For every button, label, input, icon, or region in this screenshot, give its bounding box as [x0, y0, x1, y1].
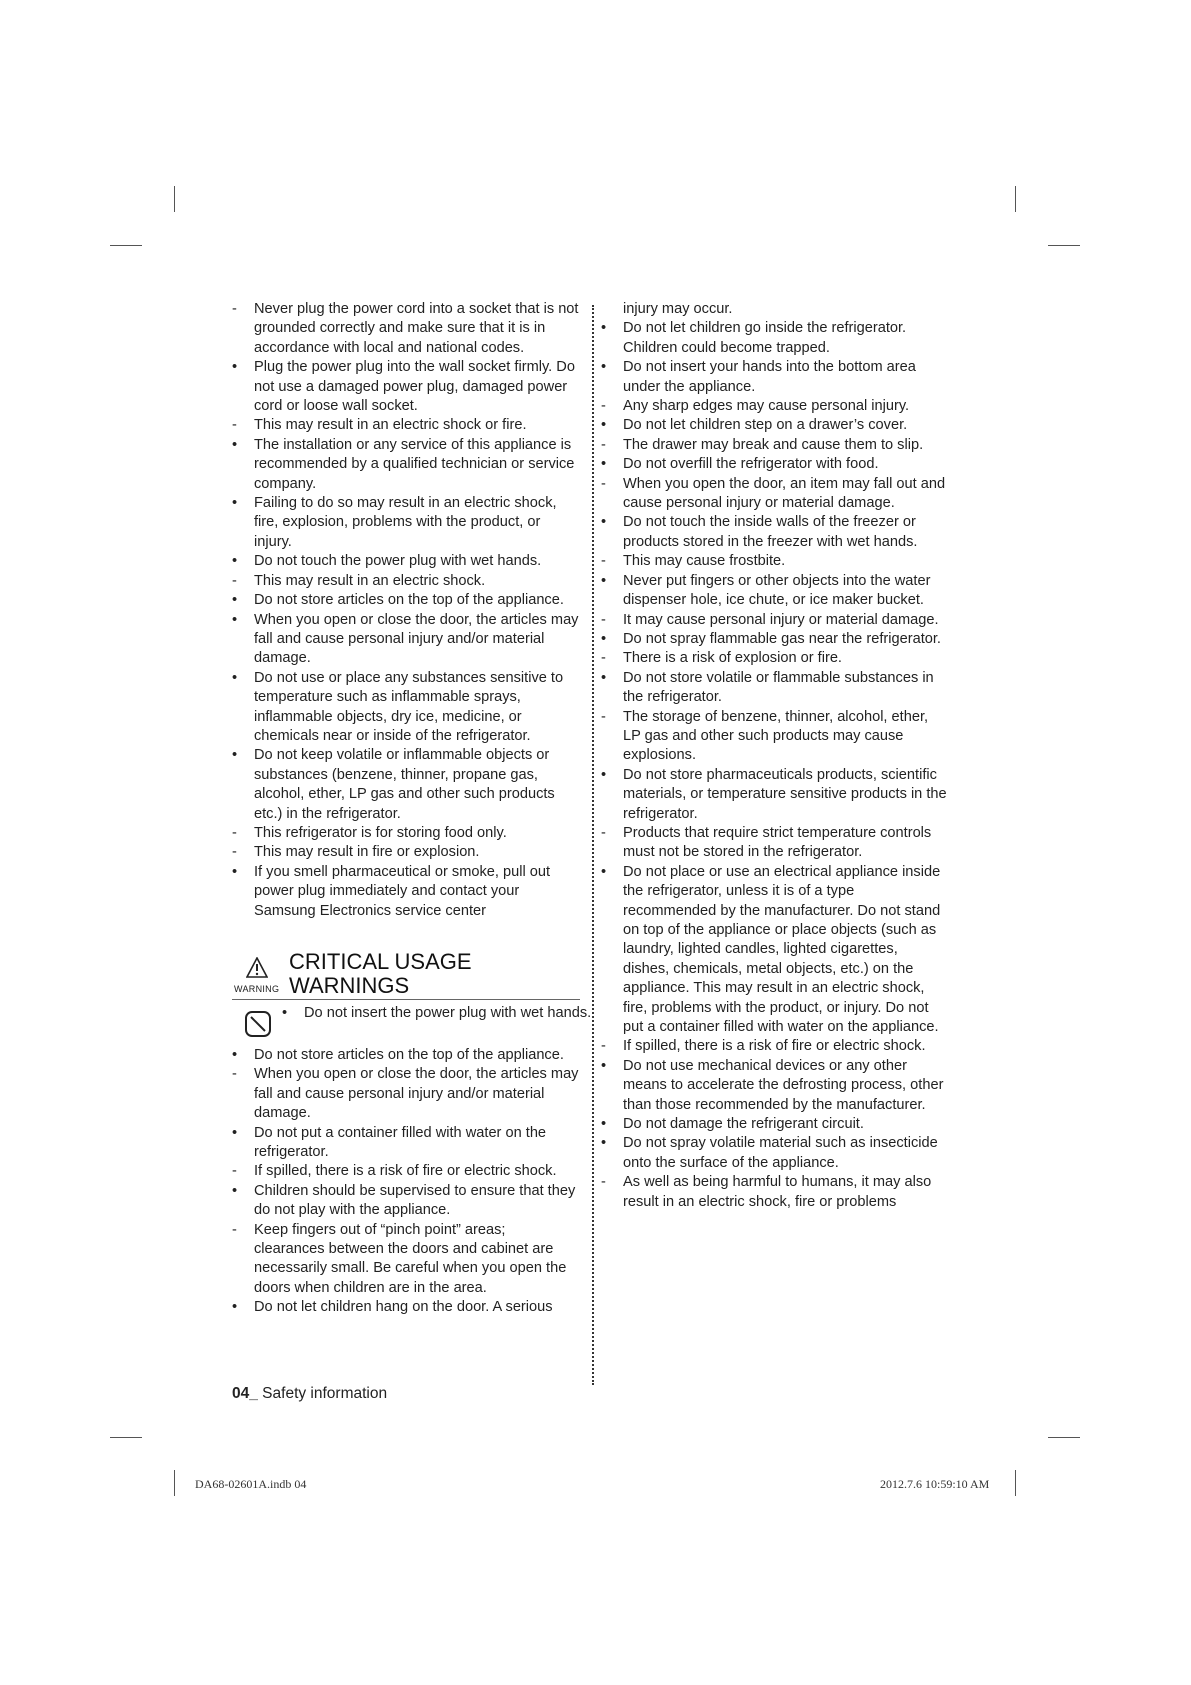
warning-label: WARNING	[234, 984, 280, 994]
bullet-marker: -	[601, 553, 606, 570]
list-item-text: Plug the power plug into the wall socket firmly. Do not use a damaged power plug, damaged power cord or loose wall socket.	[254, 359, 575, 415]
list-item-text: Do not use mechanical devices or any other means to accelerate the defrosting process, other than those recommended by the manufacturer.	[623, 1057, 944, 1113]
list-item	[601, 572, 947, 611]
bullet-marker: •	[601, 630, 607, 647]
list-item-text: Do not spray volatile material such as insecticide onto the surface of the appliance.	[623, 1135, 938, 1171]
left-list-after	[232, 1046, 580, 1318]
list-item	[601, 1134, 947, 1173]
list-item-text: Do not let children step on a drawer’s cover.	[623, 417, 908, 434]
bullet-marker: •	[601, 1057, 607, 1074]
bullet-marker: •	[232, 495, 238, 512]
crop-mark	[1048, 1437, 1080, 1438]
bullet-marker: •	[601, 359, 607, 376]
crop-mark	[110, 1437, 142, 1438]
section-title-line1: CRITICAL USAGE	[289, 949, 472, 974]
bullet-marker: •	[232, 669, 238, 686]
list-item	[232, 1182, 580, 1221]
list-item	[601, 669, 947, 708]
bullet-marker: -	[601, 436, 606, 453]
list-item	[232, 824, 580, 843]
list-item	[601, 300, 947, 319]
list-item	[232, 863, 580, 921]
bullet-marker: -	[232, 1066, 237, 1083]
list-item-text: Never put fingers or other objects into the water dispenser hole, ice chute, or ice maker bucket.	[623, 572, 931, 609]
page-footer	[232, 1385, 387, 1403]
list-item-text: Do not insert your hands into the bottom area under the appliance.	[623, 359, 916, 395]
list-item-text: injury may occur.	[623, 301, 733, 317]
list-item	[232, 746, 580, 824]
list-item	[232, 1046, 580, 1065]
list-item-text: Failing to do so may result in an electric shock, fire, explosion, problems with the product, or injury.	[254, 495, 557, 550]
list-item	[601, 824, 947, 863]
bullet-marker: •	[232, 436, 238, 453]
crop-mark	[1015, 1470, 1016, 1496]
list-item	[232, 1162, 580, 1181]
list-item-text: Do not spray flammable gas near the refrigerator.	[623, 630, 941, 647]
bullet-marker: •	[601, 320, 607, 337]
list-item-text: This may result in fire or explosion.	[254, 844, 480, 861]
list-item-text: Any sharp edges may cause personal injury.	[623, 398, 910, 415]
list-item-text: As well as being harmful to humans, it may also result in an electric shock, fire or problems	[623, 1174, 932, 1210]
list-item-text: Do not touch the power plug with wet hands.	[254, 553, 542, 570]
list-item-text: Do not store volatile or flammable substances in the refrigerator.	[623, 669, 934, 706]
list-item	[232, 416, 580, 435]
list-item-text: Do not store articles on the top of the appliance.	[254, 1047, 564, 1063]
bullet-marker: •	[232, 863, 238, 880]
bullet-marker: -	[232, 1163, 237, 1180]
list-item-text: Do not touch the inside walls of the freezer or products stored in the freezer with wet hands.	[623, 514, 918, 550]
bullet-marker: •	[232, 611, 238, 628]
list-item	[601, 475, 947, 514]
list-item	[601, 1037, 947, 1056]
list-item	[601, 397, 947, 416]
print-file-name: DA68-02601A.indb 04	[195, 1477, 307, 1491]
list-item	[232, 494, 580, 552]
section-title	[289, 950, 472, 998]
list-item	[232, 1065, 580, 1123]
list-item	[601, 1057, 947, 1115]
list-item	[232, 300, 580, 358]
bullet-marker: •	[601, 766, 607, 783]
bullet-marker: •	[601, 572, 607, 589]
prohibited-item	[232, 1004, 592, 1046]
list-item	[282, 1004, 602, 1023]
bullet-marker: -	[232, 824, 237, 841]
bullet-marker: •	[601, 863, 607, 880]
list-item-text: There is a risk of explosion or fire.	[623, 650, 842, 667]
right-column	[601, 300, 947, 1212]
bullet-marker: •	[232, 592, 238, 609]
section-title-line2: WARNINGS	[289, 973, 410, 998]
list-item	[232, 358, 580, 416]
prohibited-icon	[244, 1010, 272, 1038]
critical-warnings-header	[232, 947, 580, 1000]
list-item	[601, 1173, 947, 1212]
bullet-marker: •	[282, 1005, 288, 1021]
bullet-marker: •	[232, 553, 238, 570]
list-item	[232, 611, 580, 669]
bullet-marker: -	[601, 708, 606, 725]
right-list	[601, 300, 947, 1212]
list-item-text: The installation or any service of this appliance is recommended by a qualified technician or service company.	[254, 436, 575, 492]
list-item	[232, 1124, 580, 1163]
list-item	[601, 358, 947, 397]
crop-mark	[1015, 186, 1016, 212]
list-item	[601, 416, 947, 435]
list-item-text: The drawer may break and cause them to slip.	[623, 436, 924, 453]
list-item	[232, 572, 580, 591]
list-item-text: Do not use or place any substances sensitive to temperature such as inflammable sprays, inflammable objects, dry ice, medicine, or chemicals near or inside of the refrigerator.	[254, 669, 564, 744]
page-number: 04_	[232, 1385, 258, 1402]
list-item	[232, 552, 580, 571]
crop-mark	[1048, 245, 1080, 246]
bullet-marker: •	[601, 456, 607, 473]
list-item-text: When you open or close the door, the articles may fall and cause personal injury and/or material damage.	[254, 611, 579, 667]
list-item	[601, 630, 947, 649]
list-item	[232, 843, 580, 862]
list-item-text: Do not let children hang on the door. A serious	[254, 1299, 553, 1316]
bullet-marker: •	[232, 747, 238, 764]
list-item-text: Never plug the power cord into a socket that is not grounded correctly and make sure that it is in accordance with local and national codes.	[254, 301, 579, 356]
bullet-marker: -	[601, 1038, 606, 1055]
list-item	[601, 708, 947, 766]
list-item	[232, 591, 580, 610]
crop-mark	[174, 1470, 175, 1496]
crop-mark	[174, 186, 175, 212]
bullet-marker: -	[232, 417, 237, 434]
list-item-text: It may cause personal injury or material damage.	[623, 611, 939, 628]
bullet-marker: -	[232, 301, 237, 317]
list-item-text: When you open or close the door, the articles may fall and cause personal injury and/or material damage.	[254, 1066, 579, 1122]
list-item-text: Children should be supervised to ensure that they do not play with the appliance.	[254, 1182, 576, 1219]
list-item	[601, 649, 947, 668]
list-item-text: The storage of benzene, thinner, alcohol, ether, LP gas and other such products may cause explosions.	[623, 708, 929, 764]
column-divider	[592, 305, 594, 1385]
list-item	[601, 611, 947, 630]
bullet-marker: -	[232, 1221, 237, 1238]
bullet-marker: •	[232, 1299, 238, 1316]
list-item-text: Keep fingers out of “pinch point” areas; clearances between the doors and cabinet are necessarily small. Be careful when you open the doors when children are in the area.	[254, 1221, 567, 1296]
list-item	[232, 436, 580, 494]
section-name: Safety information	[257, 1385, 388, 1402]
bullet-marker: -	[601, 1174, 606, 1191]
list-item-text: This may result in an electric shock.	[254, 572, 486, 589]
bullet-marker: •	[601, 1135, 607, 1152]
crop-mark	[110, 245, 142, 246]
list-item	[601, 436, 947, 455]
list-item-text: Do not put a container filled with water on the refrigerator.	[254, 1124, 547, 1161]
list-item-text: This may cause frostbite.	[623, 553, 786, 570]
list-item	[601, 766, 947, 824]
left-list	[232, 300, 580, 921]
print-timestamp: 2012.7.6 10:59:10 AM	[880, 1477, 990, 1491]
list-item-text: Do not store articles on the top of the appliance.	[254, 592, 564, 609]
list-item-text: Do not let children go inside the refrigerator. Children could become trapped.	[623, 320, 907, 356]
list-item-text: If spilled, there is a risk of fire or electric shock.	[623, 1038, 926, 1055]
list-item-text: When you open the door, an item may fall out and cause personal injury or material damage.	[623, 475, 946, 512]
bullet-marker: •	[232, 1124, 238, 1141]
left-column	[232, 300, 592, 1318]
list-item	[232, 1298, 580, 1317]
list-item	[232, 1221, 580, 1299]
list-item	[232, 669, 580, 747]
bullet-marker: •	[232, 1182, 238, 1199]
bullet-marker: •	[232, 1047, 238, 1063]
list-item-text: Do not keep volatile or inflammable objects or substances (benzene, thinner, propane gas, alcohol, ether, LP gas and other such products etc.) in the refrigerator.	[254, 747, 555, 822]
bullet-marker: •	[601, 1116, 607, 1133]
bullet-marker: •	[601, 669, 607, 686]
list-item-text: Do not damage the refrigerant circuit.	[623, 1116, 864, 1133]
bullet-marker: •	[232, 359, 238, 376]
bullet-marker: -	[601, 611, 606, 628]
list-item-text: If you smell pharmaceutical or smoke, pull out power plug immediately and contact your Samsung Electronics service center	[254, 863, 551, 919]
list-item	[601, 513, 947, 552]
list-item	[601, 1115, 947, 1134]
bullet-marker: -	[601, 398, 606, 415]
list-item-text: Products that require strict temperature controls must not be stored in the refrigerator.	[623, 824, 932, 861]
list-item	[601, 455, 947, 474]
bullet-marker: -	[601, 475, 606, 492]
list-item-text: Do not place or use an electrical appliance inside the refrigerator, unless it is of a type recommended by the manufacturer. Do not stand on top of the appliance or place objects (such as laundry, lighted candles, lighted cigarettes, dishes, chemicals, metal objects, etc.) on the appliance. This may result in an electric shock, fire, problems with the product, or injury. Do not put a container filled with water on the appliance.	[623, 863, 941, 1036]
list-item	[601, 863, 947, 1038]
list-item-text: Do not store pharmaceuticals products, scientific materials, or temperature sensitive products in the refrigerator.	[623, 766, 947, 822]
bullet-marker: -	[601, 824, 606, 841]
list-item	[601, 552, 947, 571]
list-item-text: Do not insert the power plug with wet hands.	[304, 1005, 592, 1021]
bullet-marker: -	[232, 572, 237, 589]
list-item	[601, 319, 947, 358]
list-item-text: This refrigerator is for storing food only.	[254, 824, 507, 841]
bullet-marker: •	[601, 514, 607, 531]
bullet-marker: •	[601, 417, 607, 434]
list-item-text: If spilled, there is a risk of fire or electric shock.	[254, 1163, 557, 1180]
list-item-text: This may result in an electric shock or fire.	[254, 417, 527, 434]
bullet-marker: -	[601, 650, 606, 667]
warning-triangle-icon	[246, 957, 268, 979]
bullet-marker: -	[232, 844, 237, 861]
list-item-text: Do not overfill the refrigerator with food.	[623, 456, 879, 473]
